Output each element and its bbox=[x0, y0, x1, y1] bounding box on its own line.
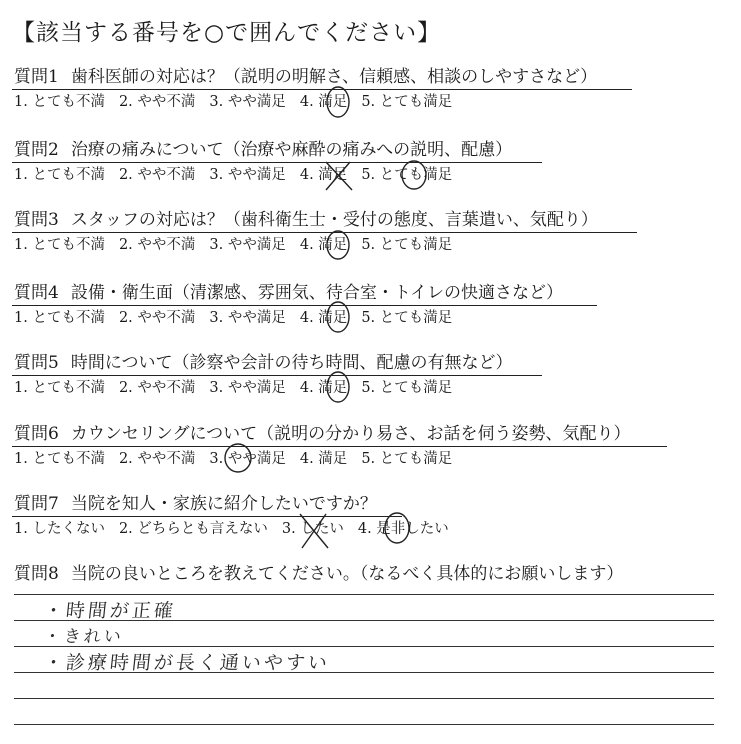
form-title: 【該当する番号を○で囲んでください】 bbox=[12, 20, 442, 46]
options-6 bbox=[14, 449, 466, 469]
option-1[interactable]: 1. とても不満 bbox=[14, 310, 105, 326]
option-3[interactable]: 3. やや満足 bbox=[209, 310, 286, 326]
options-1 bbox=[14, 92, 466, 112]
option-3[interactable]: 3. やや満足 bbox=[209, 380, 286, 396]
answer-line bbox=[14, 698, 714, 699]
question-7 bbox=[14, 493, 377, 515]
question-underline bbox=[12, 89, 632, 90]
question-underline bbox=[12, 375, 542, 376]
question-underline bbox=[12, 232, 637, 233]
option-1[interactable]: 1. したくない bbox=[14, 521, 105, 537]
options-4 bbox=[14, 308, 466, 328]
question-number: 質問3 bbox=[14, 210, 59, 230]
option-2[interactable]: 2. どちらとも言えない bbox=[118, 521, 268, 537]
option-4[interactable]: 4. 満足 bbox=[299, 94, 348, 110]
option-5[interactable]: 5. とても満足 bbox=[361, 94, 453, 110]
handwritten-answer-3[interactable]: ・診療時間が長く通いやすい bbox=[42, 652, 332, 674]
question-underline bbox=[12, 516, 402, 517]
question-2 bbox=[14, 139, 512, 161]
option-1[interactable]: 1. とても不満 bbox=[14, 167, 105, 183]
question-underline bbox=[12, 446, 667, 447]
question-text: 当院の良いところを教えてください。（なるべく具体的にお願いします） bbox=[70, 564, 624, 584]
option-4[interactable]: 4. 満足 bbox=[299, 237, 348, 253]
question-underline bbox=[12, 305, 597, 306]
option-5[interactable]: 5. とても満足 bbox=[361, 237, 453, 253]
option-3[interactable]: 3. やや満足 bbox=[209, 94, 286, 110]
question-text: 設備・衛生面（清潔感、雰囲気、待合室・トイレの快適さなど） bbox=[70, 283, 563, 303]
option-1[interactable]: 1. とても不満 bbox=[14, 94, 105, 110]
options-2 bbox=[14, 165, 466, 185]
options-5 bbox=[14, 378, 466, 398]
option-4[interactable]: 4. 満足 bbox=[299, 451, 348, 467]
answer-line bbox=[14, 594, 714, 595]
question-number: 質問2 bbox=[14, 140, 59, 160]
option-3[interactable]: 3. したい bbox=[281, 521, 344, 537]
option-5[interactable]: 5. とても満足 bbox=[361, 310, 453, 326]
option-5[interactable]: 5. とても満足 bbox=[361, 451, 453, 467]
option-3[interactable]: 3. やや満足 bbox=[209, 237, 286, 253]
options-3 bbox=[14, 235, 466, 255]
option-5[interactable]: 5. とても満足 bbox=[361, 167, 453, 183]
options-7 bbox=[14, 519, 463, 539]
question-6 bbox=[14, 423, 630, 445]
option-2[interactable]: 2. やや不満 bbox=[118, 310, 196, 326]
question-text: スタッフの対応は？（歯科衛生士・受付の態度、言葉遣い、気配り） bbox=[70, 210, 598, 230]
question-number: 質問6 bbox=[14, 424, 59, 444]
option-2[interactable]: 2. やや不満 bbox=[118, 237, 196, 253]
option-3[interactable]: 3. やや満足 bbox=[209, 451, 286, 467]
question-text: 治療の痛みについて（治療や麻酔の痛みへの説明、配慮） bbox=[70, 140, 513, 160]
question-3 bbox=[14, 209, 598, 231]
option-2[interactable]: 2. やや不満 bbox=[118, 451, 196, 467]
question-text: カウンセリングについて（説明の分かり易さ、お話を伺う姿勢、気配り） bbox=[70, 424, 631, 444]
question-number: 質問1 bbox=[14, 67, 59, 87]
option-2[interactable]: 2. やや不満 bbox=[118, 94, 196, 110]
question-number: 質問8 bbox=[14, 564, 59, 584]
option-5[interactable]: 5. とても満足 bbox=[361, 380, 453, 396]
option-1[interactable]: 1. とても不満 bbox=[14, 237, 105, 253]
question-number: 質問7 bbox=[14, 494, 59, 514]
option-4[interactable]: 4. 満足 bbox=[299, 380, 348, 396]
question-number: 質問5 bbox=[14, 353, 59, 373]
question-text: 歯科医師の対応は？（説明の明解さ、信頼感、相談のしやすさなど） bbox=[70, 67, 598, 87]
option-2[interactable]: 2. やや不満 bbox=[118, 167, 196, 183]
handwritten-answer-1[interactable]: ・時間が正確 bbox=[42, 600, 178, 622]
option-1[interactable]: 1. とても不満 bbox=[14, 451, 105, 467]
option-4[interactable]: 4. 満足 bbox=[299, 310, 348, 326]
handwritten-answer-2[interactable]: ・きれい bbox=[42, 627, 125, 647]
question-1 bbox=[14, 66, 597, 88]
option-3[interactable]: 3. やや満足 bbox=[209, 167, 286, 183]
question-text: 時間について（診察や会計の待ち時間、配慮の有無など） bbox=[70, 353, 513, 373]
option-2[interactable]: 2. やや不満 bbox=[118, 380, 196, 396]
question-4 bbox=[14, 282, 563, 304]
answer-line bbox=[14, 724, 714, 725]
question-number: 質問4 bbox=[14, 283, 59, 303]
question-text: 当院を知人・家族に紹介したいですか？ bbox=[70, 494, 377, 514]
question-5 bbox=[14, 352, 513, 374]
option-4[interactable]: 4. 満足 bbox=[299, 167, 348, 183]
question-8 bbox=[14, 563, 623, 585]
option-1[interactable]: 1. とても不満 bbox=[14, 380, 105, 396]
question-underline bbox=[12, 162, 542, 163]
option-4[interactable]: 4. 是非したい bbox=[357, 521, 449, 537]
